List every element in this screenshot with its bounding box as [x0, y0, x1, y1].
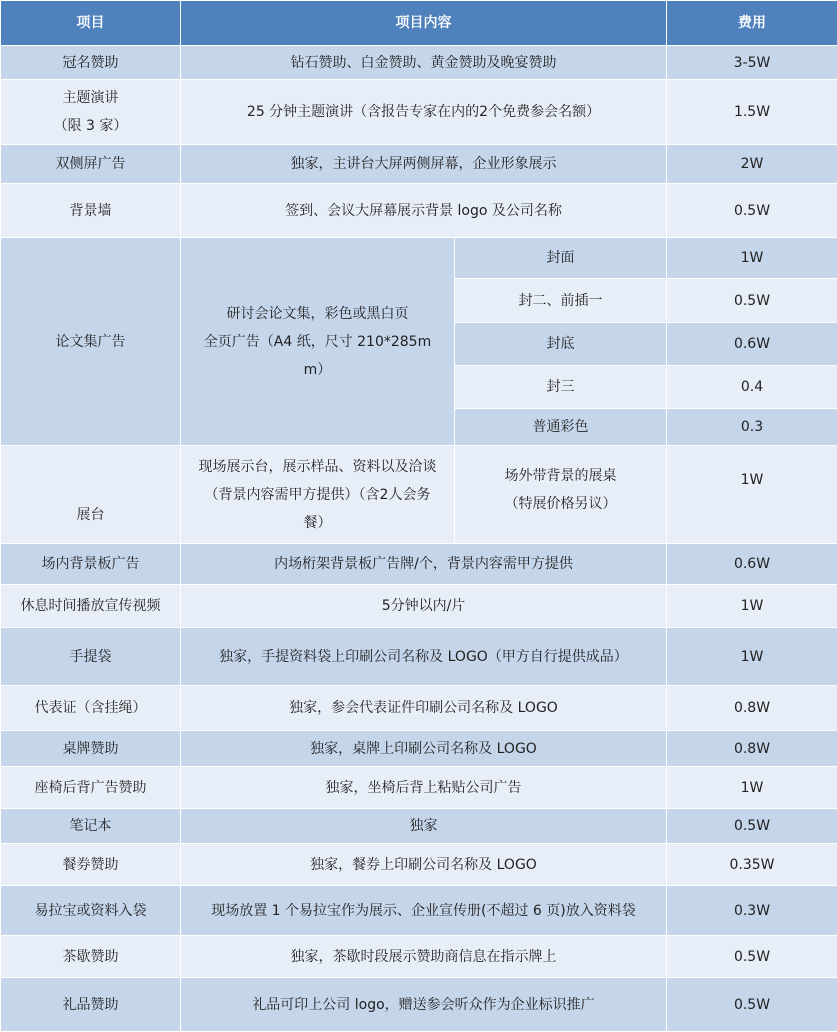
row-item: 座椅后背广告赞助 [1, 767, 181, 809]
row-content: 独家 [181, 809, 667, 844]
row-fee: 1.5W [667, 80, 837, 145]
row-fee: 0.35W [667, 844, 837, 886]
row-item: 易拉宝或资料入袋 [1, 886, 181, 936]
row-content: 独家，餐券上印刷公司名称及 LOGO [181, 844, 667, 886]
row-fee: 0.5W [667, 184, 837, 238]
sub-item: 封面 [455, 238, 667, 279]
row-item: 冠名赞助 [1, 46, 181, 80]
row-item: 论文集广告 [1, 238, 181, 446]
row-content-line: 全页广告（A4 纸，尺寸 210*285m [185, 328, 450, 356]
row-content-line: 现场展示台，展示样品、资料以及洽谈 [185, 453, 450, 481]
table-row [1, 978, 837, 1032]
row-item: 休息时间播放宣传视频 [1, 585, 181, 628]
row-item: 展台 [1, 446, 181, 544]
row-content: 内场桁架背景板广告牌/个，背景内容需甲方提供 [181, 544, 667, 585]
row-content: 礼品可印上公司 logo，赠送参会听众作为企业标识推广 [181, 978, 667, 1032]
row-item: 手提袋 [1, 628, 181, 686]
sub-fee: 0.3 [667, 409, 837, 446]
row-content-line: m） [185, 356, 450, 384]
row-fee: 0.5W [667, 978, 837, 1032]
row-content: 独家，茶歇时段展示赞助商信息在指示牌上 [181, 936, 667, 978]
row-item: 笔记本 [1, 809, 181, 844]
row-content: 独家，桌牌上印刷公司名称及 LOGO [181, 731, 667, 767]
table-row [1, 628, 837, 686]
header-item: 项目 [1, 1, 181, 46]
table-row [1, 544, 837, 585]
row-content: 独家，坐椅后背上粘贴公司广告 [181, 767, 667, 809]
row-content: 钻石赞助、白金赞助、黄金赞助及晚宴赞助 [181, 46, 667, 80]
row-fee: 2W [667, 145, 837, 184]
header-fee: 费用 [667, 1, 837, 46]
row-item: 茶歇赞助 [1, 936, 181, 978]
row-item-line: 主题演讲 [5, 84, 176, 112]
table-row [1, 585, 837, 628]
row-content: 25 分钟主题演讲（含报告专家在内的2个免费参会名额） [181, 80, 667, 145]
row-content-line: 餐） [185, 509, 450, 537]
sub-item-line: （特展价格另议） [459, 490, 662, 518]
sub-item-line: 场外带背景的展桌 [459, 462, 662, 490]
table-row [1, 184, 837, 238]
row-fee: 1W [667, 767, 837, 809]
row-item: 场内背景板广告 [1, 544, 181, 585]
row-content [181, 238, 455, 446]
row-content-line: （背景内容需甲方提供）（含2人会务 [185, 481, 450, 509]
table-row [1, 886, 837, 936]
sub-fee: 0.6W [667, 323, 837, 366]
row-fee: 0.6W [667, 544, 837, 585]
table-row [1, 238, 837, 279]
row-content: 独家，参会代表证件印刷公司名称及 LOGO [181, 686, 667, 731]
row-item: 礼品赞助 [1, 978, 181, 1032]
row-fee: 3-5W [667, 46, 837, 80]
row-fee: 0.3W [667, 886, 837, 936]
row-item: 代表证（含挂绳） [1, 686, 181, 731]
row-content: 独家，手提资料袋上印刷公司名称及 LOGO（甲方自行提供成品） [181, 628, 667, 686]
row-content [181, 446, 455, 544]
table-row [1, 46, 837, 80]
row-item: 餐券赞助 [1, 844, 181, 886]
table-row [1, 80, 837, 145]
table-row [1, 145, 837, 184]
row-content: 独家，主讲台大屏两侧屏幕，企业形象展示 [181, 145, 667, 184]
sub-item [455, 446, 667, 544]
header-content: 项目内容 [181, 1, 667, 46]
row-item: 桌牌赞助 [1, 731, 181, 767]
row-content-line: 研讨会论文集，彩色或黑白页 [185, 300, 450, 328]
table-row [1, 844, 837, 886]
row-fee: 0.5W [667, 936, 837, 978]
table-row [1, 809, 837, 844]
table-row [1, 767, 837, 809]
row-content: 签到、会议大屏幕展示背景 logo 及公司名称 [181, 184, 667, 238]
row-fee: 0.8W [667, 731, 837, 767]
sub-fee: 0.4 [667, 366, 837, 409]
row-fee: 1W [667, 446, 837, 544]
sub-item: 封底 [455, 323, 667, 366]
sub-fee: 1W [667, 238, 837, 279]
table-row [1, 686, 837, 731]
row-fee: 1W [667, 585, 837, 628]
row-item: 双侧屏广告 [1, 145, 181, 184]
sub-fee: 0.5W [667, 279, 837, 323]
row-fee: 0.8W [667, 686, 837, 731]
row-content: 5分钟以内/片 [181, 585, 667, 628]
table-row [1, 731, 837, 767]
sub-item: 封二、前插一 [455, 279, 667, 323]
row-content: 现场放置 1 个易拉宝作为展示、企业宣传册(不超过 6 页)放入资料袋 [181, 886, 667, 936]
sub-item: 普通彩色 [455, 409, 667, 446]
header-row [1, 1, 837, 46]
row-item: 背景墙 [1, 184, 181, 238]
table-row [1, 936, 837, 978]
table-row [1, 446, 837, 544]
row-item [1, 80, 181, 145]
row-fee: 1W [667, 628, 837, 686]
row-fee: 0.5W [667, 809, 837, 844]
sub-item: 封三 [455, 366, 667, 409]
row-item-line: （限 3 家） [5, 112, 176, 140]
